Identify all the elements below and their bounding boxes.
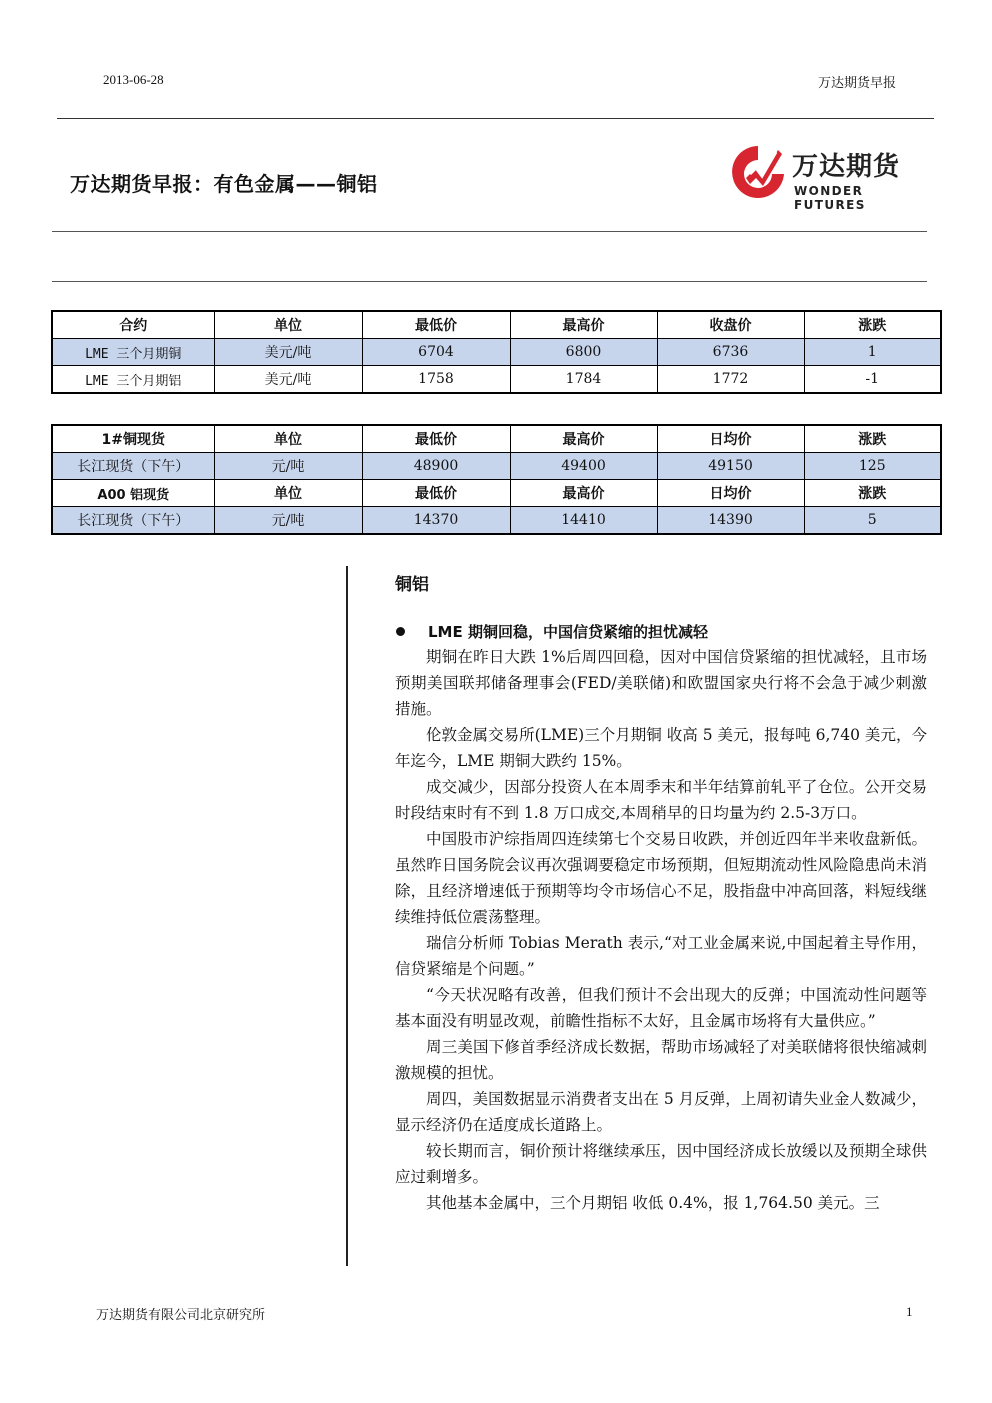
column-header: A00 铝现货 bbox=[52, 480, 214, 507]
low-cell: 14370 bbox=[362, 507, 510, 535]
average-cell: 49150 bbox=[657, 453, 804, 480]
paragraph: 伦敦金属交易所(LME)三个月期铜 收高 5 美元，报每吨 6,740 美元，今年迄今，LME 期铜大跌约 15%。 bbox=[395, 726, 927, 770]
column-header: 日均价 bbox=[657, 425, 804, 453]
page-number: 1 bbox=[906, 1304, 913, 1319]
change-cell: 1 bbox=[804, 339, 941, 366]
contract-cell: LME 三个月期铝 bbox=[52, 366, 214, 394]
low-cell: 6704 bbox=[362, 339, 510, 366]
close-cell: 1772 bbox=[657, 366, 804, 394]
table-row bbox=[52, 453, 941, 480]
paragraph: “今天状况略有改善，但我们预计不会出现大的反弹；中国流动性问题等基本面没有明显改观，前瞻性指标不太好，且金属市场将有大量供应。” bbox=[395, 986, 927, 1030]
table-header-row bbox=[52, 480, 941, 507]
table-row bbox=[52, 507, 941, 535]
spot-price-table bbox=[51, 424, 942, 535]
paragraph: 较长期而言，铜价预计将继续承压，因中国经济成长放缓以及预期全球供应过剩增多。 bbox=[395, 1142, 927, 1186]
paragraph: 周四，美国数据显示消费者支出在 5 月反弹，上周初请失业金人数减少，显示经济仍在适度成长道路上。 bbox=[395, 1090, 927, 1134]
change-cell: -1 bbox=[804, 366, 941, 394]
column-header: 单位 bbox=[214, 425, 362, 453]
logo-mark-icon bbox=[728, 140, 788, 204]
market-cell: 长江现货（下午） bbox=[52, 507, 214, 535]
column-header: 最高价 bbox=[510, 311, 657, 339]
column-header: 涨跌 bbox=[804, 480, 941, 507]
unit-cell: 美元/吨 bbox=[214, 339, 362, 366]
footer-company: 万达期货有限公司北京研究所 bbox=[96, 1308, 266, 1323]
average-cell: 14390 bbox=[657, 507, 804, 535]
company-logo bbox=[728, 140, 938, 212]
column-header: 最低价 bbox=[362, 425, 510, 453]
page-title: 万达期货早报：有色金属——铜铝 bbox=[70, 172, 378, 196]
column-header: 涨跌 bbox=[804, 425, 941, 453]
article-body bbox=[395, 644, 927, 1216]
unit-cell: 元/吨 bbox=[214, 453, 362, 480]
title-rule-upper bbox=[52, 231, 927, 232]
column-header: 最高价 bbox=[510, 480, 657, 507]
table-header-row bbox=[52, 425, 941, 453]
high-cell: 49400 bbox=[510, 453, 657, 480]
table-row bbox=[52, 366, 941, 394]
paragraph: 周三美国下修首季经济成长数据，帮助市场减轻了对美联储将很快缩减刺激规模的担忧。 bbox=[395, 1038, 927, 1082]
contract-cell: LME 三个月期铜 bbox=[52, 339, 214, 366]
low-cell: 48900 bbox=[362, 453, 510, 480]
column-header: 日均价 bbox=[657, 480, 804, 507]
table-row bbox=[52, 339, 941, 366]
logo-text-cn: 万达期货 bbox=[792, 152, 901, 182]
column-header: 涨跌 bbox=[804, 311, 941, 339]
paragraph: 中国股市沪综指周四连续第七个交易日收跌，并创近四年半来收盘新低。虽然昨日国务院会议再次强调要稳定市场预期，但短期流动性风险隐患尚未消除，且经济增速低于预期等均令市场信心不足，股指盘中冲高回落，料短线继续维持低位震荡整理。 bbox=[395, 830, 927, 926]
unit-cell: 美元/吨 bbox=[214, 366, 362, 394]
column-header: 收盘价 bbox=[657, 311, 804, 339]
paragraph: 期铜在昨日大跌 1%后周四回稳，因对中国信贷紧缩的担忧减轻，且市场预期美国联邦储备理事会(FED/美联储)和欧盟国家央行将不会急于减少刺激措施。 bbox=[395, 648, 927, 718]
paragraph: 其他基本金属中，三个月期铝 收低 0.4%，报 1,764.50 美元。三 bbox=[426, 1194, 880, 1212]
column-header: 最低价 bbox=[362, 311, 510, 339]
paragraph: 成交减少，因部分投资人在本周季末和半年结算前轧平了仓位。公开交易时段结束时有不到 1.8 万口成交,本周稍早的日均量为约 2.5-3万口。 bbox=[395, 778, 927, 822]
paragraph: 瑞信分析师 Tobias Merath 表示,“对工业金属来说,中国起着主导作用，信贷紧缩是个问题。” bbox=[395, 934, 927, 978]
header-brand: 万达期货早报 bbox=[818, 76, 897, 91]
high-cell: 1784 bbox=[510, 366, 657, 394]
low-cell: 1758 bbox=[362, 366, 510, 394]
change-cell: 5 bbox=[804, 507, 941, 535]
column-header: 1#铜现货 bbox=[52, 425, 214, 453]
title-rule-lower bbox=[52, 281, 927, 282]
high-cell: 14410 bbox=[510, 507, 657, 535]
header-rule bbox=[57, 118, 934, 119]
column-header: 合约 bbox=[52, 311, 214, 339]
bullet-dot-icon bbox=[396, 627, 405, 636]
market-cell: 长江现货（下午） bbox=[52, 453, 214, 480]
bullet-heading: LME 期铜回稳，中国信贷紧缩的担忧减轻 bbox=[428, 623, 708, 641]
table-header-row bbox=[52, 311, 941, 339]
column-divider bbox=[346, 566, 348, 1266]
header-date: 2013-06-28 bbox=[103, 72, 164, 87]
lme-price-table bbox=[51, 310, 942, 394]
close-cell: 6736 bbox=[657, 339, 804, 366]
column-header: 最高价 bbox=[510, 425, 657, 453]
column-header: 最低价 bbox=[362, 480, 510, 507]
logo-text-en: WONDER FUTURES bbox=[794, 184, 866, 212]
column-header: 单位 bbox=[214, 311, 362, 339]
change-cell: 125 bbox=[804, 453, 941, 480]
column-header: 单位 bbox=[214, 480, 362, 507]
section-title: 铜铝 bbox=[395, 575, 429, 595]
unit-cell: 元/吨 bbox=[214, 507, 362, 535]
high-cell: 6800 bbox=[510, 339, 657, 366]
